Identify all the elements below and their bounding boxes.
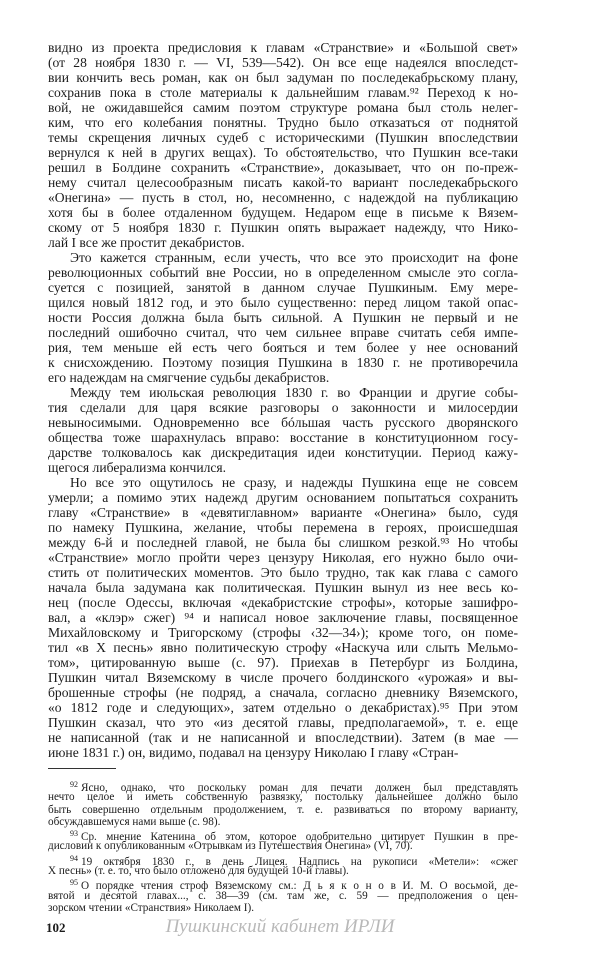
- paragraph: [48, 40, 518, 250]
- text-line: лай I все же простит декабристов.: [48, 235, 245, 250]
- text-line: щегося либерализма кончился.: [48, 460, 227, 475]
- paragraph: [48, 385, 518, 475]
- text-line: рия, тем меньше ей есть чего бояться и тем более у нее оснований: [48, 340, 518, 355]
- footnote-line: [48, 877, 518, 893]
- footnote-line: [48, 791, 518, 803]
- main-text: [48, 40, 518, 760]
- page-number: 102: [46, 920, 66, 935]
- text-line: вой, не ожидавшейся самим поэтом структуре романа был столь нелег-: [48, 100, 518, 115]
- text-line: к снисхождению. Поэтому позиция Пушкина в 1830 г. не противоречила: [48, 355, 518, 370]
- footnote-text: обсуждавшемуся нами выше (с. 98).: [48, 815, 221, 828]
- text-line: тил «в X песнь» явно политическую строфу «Наскуча или слыть Мельмо-: [48, 640, 518, 655]
- footnote-text: 19 октября 1830 г., в день Лицея. Надпись на рукописи «Метели»: «сжег: [81, 855, 518, 868]
- text-line: хотя бы в более отдаленном будущем. Недаром еще в письме к Вязем-: [48, 205, 518, 220]
- footnotes: [48, 779, 518, 914]
- footnote-text: зорском чтении «Странствия» Николаем I).: [48, 901, 255, 914]
- text-line: нему считал целесообразным писать какой-то вариант последекабрьского: [48, 175, 518, 190]
- text-line: ности Россия должна была быть сильной. А Пушкин не первый и не: [48, 310, 518, 325]
- footnote-number: 92: [70, 780, 78, 789]
- footnote-separator: [48, 768, 116, 769]
- footnote-line: [48, 828, 518, 844]
- text-line: ким, что его колебания понятны. Трудно было отказаться от поднятой: [48, 115, 518, 130]
- text-line: тия сделали для царя всякие разговоры о законности и милосердии: [48, 400, 518, 415]
- footnote: [48, 779, 518, 828]
- text-line: по намеку Пушкина, желание, чтобы перемена в героях, происшедшая: [48, 520, 518, 535]
- footnote-number: 95: [70, 878, 78, 888]
- text-line: темы скрещения личных судеб с историческими (Пушкин впоследствии: [48, 130, 518, 145]
- footnote-text: нечто целое и иметь собственную развязку, постольку дальнейшее должно было: [48, 791, 518, 804]
- text-line: июне 1831 г.) он, видимо, подавал на цензуру Николаю I главу «Стран-: [48, 745, 459, 760]
- footnote-text: быть совершенно отдельным продолжением, т. е. развиваться по второму варианту,: [48, 803, 518, 816]
- text-line: революционных событий вне России, но в определенном смысле это согла-: [48, 265, 518, 280]
- text-line: Между тем июльская революция 1830 г. во Франции и другие собы-: [70, 385, 518, 400]
- text-line: последний ошибочно считал, что чем сильнее вправе считать себя импе-: [48, 325, 518, 340]
- text-line: «Онегина» — пусть в стол, но, несомненно, с надеждой на публикацию: [48, 190, 518, 205]
- footnote-line: [48, 779, 518, 794]
- footnote-line: [48, 853, 518, 868]
- footnote-number: 94: [70, 853, 78, 863]
- text-line: Михайловскому и Тригорскому (строфы ‹32—34›); кроме того, он поме-: [48, 625, 518, 640]
- text-line: видно из проекта предисловия к главам «Странствие» и «Большой свет»: [48, 40, 518, 55]
- footnote-text: О порядке чтения строф Вяземскому см.: Д ь я к о н о в И. М. О восьмой, де-: [81, 880, 518, 893]
- text-line: дарстве толковалось как дискредитация идеи конституции. Период кажу-: [48, 445, 518, 460]
- footnote: [48, 853, 518, 878]
- text-line: нец (после Одессы, включая «декабристские строфы», которые зашифро-: [48, 595, 518, 610]
- text-line: брошенные строфы (не подряд, а сначала, согласно дневнику Вяземского,: [48, 685, 518, 700]
- text-line: «Странствие» могло пройти через цензуру Николая, его нужно было очи-: [48, 550, 518, 565]
- text-line: Пушкин читал Вяземскому в числе прочего болдинского «урожая» и вы-: [48, 670, 518, 685]
- footnote-line: [48, 804, 518, 816]
- text-line: его надеждам на смягчение судьбы декабристов.: [48, 370, 330, 385]
- text-line: скому от 5 ноября 1830 г. Пушкин опять выражает надежду, что Нико-: [48, 220, 518, 235]
- text-line: Но все это ощутилось не сразу, и надежды Пушкина еще не совсем: [70, 475, 518, 490]
- footnote-number: 93: [70, 829, 78, 839]
- text-line: сохранив пока в столе материалы к дальнейшим главам.⁹² Переход к но-: [48, 85, 518, 100]
- text-line: суется с позицией, занятой в данном случае Пушкиным. Ему мере-: [48, 280, 518, 295]
- footnote-text: вятой и десятой главах..., с. 38—39 (см. там же, с. 59 — предположения о цен-: [48, 889, 518, 902]
- text-line: Пушкин сказал, что это «из десятой главы, предполагаемой», т. е. еще: [48, 715, 518, 730]
- footnote-line: [48, 902, 518, 914]
- text-line: умерли; а помимо этих надежд другим основанием попытаться сохранить: [48, 490, 518, 505]
- watermark: Пушкинский кабинет ИРЛИ: [165, 916, 395, 937]
- text-line: невыносимыми. Одновременно все бóльшая часть русского дворянского: [48, 415, 518, 430]
- text-line: вал, а «клэр» сжег) ⁹⁴ и написал новое заключение главы, посвященное: [48, 610, 518, 625]
- footnote-text: Ср. мнение Катенина об этом, которое одобрительно цитирует Пушкин в пре-: [81, 831, 518, 844]
- footnote-text: дисловии к опубликованным «Отрывкам из Путешествия Онегина» (VI, 70).: [48, 840, 413, 853]
- footnote-line: [48, 816, 518, 828]
- text-line: не написанной (так и не написанной и впоследствии). Затем (в мае —: [48, 730, 518, 745]
- text-line: (от 28 ноября 1830 г. — VI, 539—542). Он все еще надеялся впоследст-: [48, 55, 518, 70]
- text-line: «о 1812 годе и следующих», затем отдельно о декабристах).⁹⁵ При этом: [48, 700, 518, 715]
- text-line: вернулся к ней в других вещах). То обстоятельство, что Пушкин все-таки: [48, 145, 518, 160]
- paragraph: [48, 250, 518, 385]
- text-line: между 6-й и последней главой, не была бы слишком резкой.⁹³ Но чтобы: [48, 535, 518, 550]
- footnote: [48, 828, 518, 853]
- text-line: общества тоже шарахнулась вправо: восстание в конституционном госу-: [48, 430, 518, 445]
- footnote-text: X песнь» (т. е. то, что было отложено для будущей 10-й главы).: [48, 865, 349, 878]
- text-line: вии кончить весь роман, как он был задуман по последекабрьскому плану,: [48, 70, 518, 85]
- footnote: [48, 877, 518, 914]
- text-line: начала была задумана как политическая. Пушкин вынул из нее весь ко-: [48, 580, 518, 595]
- footnote-line: [48, 890, 518, 902]
- text-line: главу «Странствие» в «девятиглавном» варианте «Онегина» было, судя: [48, 505, 518, 520]
- text-line: том», цитированную выше (с. 97). Приехав в Петербург из Болдина,: [48, 655, 518, 670]
- text-line: щился новый 1812 год, и это было существенно: перед лицом такой опас-: [48, 295, 518, 310]
- paragraph: [48, 475, 518, 760]
- footnote-text: Ясно, однако, что поскольку роман для печати должен был представлять: [81, 782, 518, 794]
- text-line: стить от политических моментов. Это было трудно, так как глава с самого: [48, 565, 518, 580]
- text-line: Это кажется странным, если учесть, что все это происходит на фоне: [70, 250, 518, 265]
- text-line: решил в Болдине сохранить «Странствие», доказывает, что он по-преж-: [48, 160, 518, 175]
